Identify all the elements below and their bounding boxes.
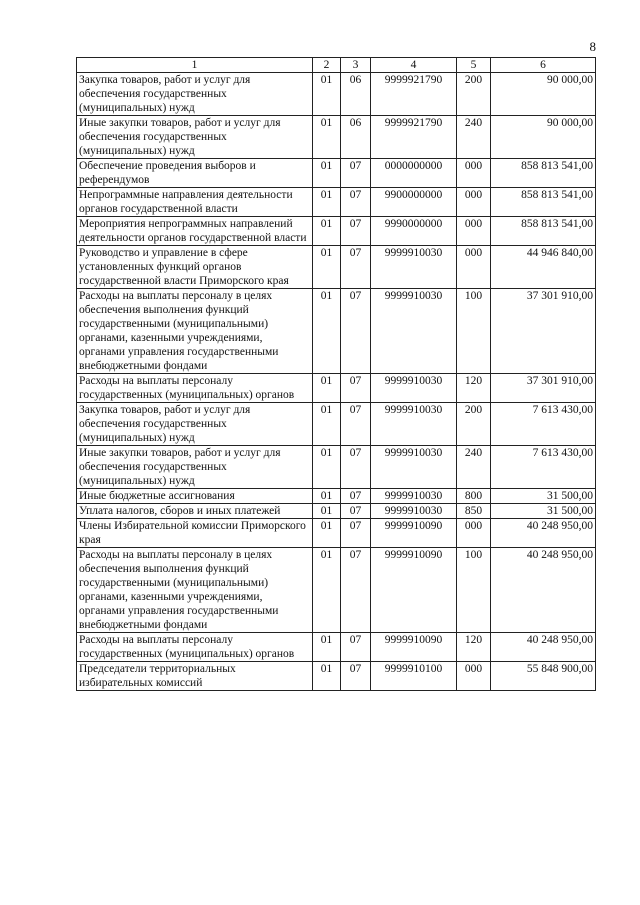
row-expense-type-cell: 120 [457, 374, 491, 403]
row-expense-type-cell: 200 [457, 73, 491, 116]
table-row [77, 374, 596, 403]
row-expense-type-cell: 100 [457, 289, 491, 374]
row-amount-cell: 31 500,00 [491, 489, 596, 504]
row-expense-type-cell: 000 [457, 159, 491, 188]
row-section-cell: 01 [313, 446, 341, 489]
row-name-cell: Закупка товаров, работ и услуг для обеспечения государственных (муниципальных) нужд [77, 73, 313, 116]
row-subsection-cell: 07 [341, 633, 371, 662]
row-target-article-cell: 9990000000 [371, 217, 457, 246]
row-name-cell: Уплата налогов, сборов и иных платежей [77, 504, 313, 519]
row-subsection-cell: 07 [341, 662, 371, 691]
row-target-article-cell: 9999910030 [371, 374, 457, 403]
row-subsection-cell: 07 [341, 403, 371, 446]
row-target-article-cell: 9999910030 [371, 289, 457, 374]
row-section-cell: 01 [313, 73, 341, 116]
row-subsection-cell: 07 [341, 289, 371, 374]
row-amount-cell: 7 613 430,00 [491, 446, 596, 489]
row-target-article-cell: 9999921790 [371, 73, 457, 116]
row-target-article-cell: 9999910090 [371, 548, 457, 633]
row-name-cell: Иные закупки товаров, работ и услуг для обеспечения государственных (муниципальных) нужд [77, 446, 313, 489]
row-amount-cell: 858 813 541,00 [491, 217, 596, 246]
row-expense-type-cell: 000 [457, 217, 491, 246]
row-target-article-cell: 9999910090 [371, 519, 457, 548]
row-expense-type-cell: 200 [457, 403, 491, 446]
row-name-cell: Расходы на выплаты персоналу государственных (муниципальных) органов [77, 374, 313, 403]
row-target-article-cell: 9999910030 [371, 446, 457, 489]
row-section-cell: 01 [313, 548, 341, 633]
row-section-cell: 01 [313, 633, 341, 662]
row-subsection-cell: 07 [341, 159, 371, 188]
table-row [77, 116, 596, 159]
row-expense-type-cell: 850 [457, 504, 491, 519]
row-target-article-cell: 9999910030 [371, 403, 457, 446]
row-target-article-cell: 9999910030 [371, 246, 457, 289]
row-section-cell: 01 [313, 116, 341, 159]
row-amount-cell: 44 946 840,00 [491, 246, 596, 289]
row-subsection-cell: 07 [341, 188, 371, 217]
column-header: 2 [313, 58, 341, 73]
row-amount-cell: 858 813 541,00 [491, 188, 596, 217]
row-name-cell: Иные закупки товаров, работ и услуг для обеспечения государственных (муниципальных) нужд [77, 116, 313, 159]
row-amount-cell: 40 248 950,00 [491, 548, 596, 633]
row-target-article-cell: 9999910030 [371, 504, 457, 519]
row-name-cell: Непрограммные направления деятельности органов государственной власти [77, 188, 313, 217]
row-target-article-cell: 9900000000 [371, 188, 457, 217]
row-target-article-cell: 9999910030 [371, 489, 457, 504]
row-name-cell: Расходы на выплаты персоналу государственных (муниципальных) органов [77, 633, 313, 662]
row-section-cell: 01 [313, 289, 341, 374]
table-row [77, 159, 596, 188]
row-section-cell: 01 [313, 246, 341, 289]
row-expense-type-cell: 800 [457, 489, 491, 504]
row-name-cell: Председатели территориальных избирательных комиссий [77, 662, 313, 691]
row-section-cell: 01 [313, 519, 341, 548]
row-subsection-cell: 07 [341, 504, 371, 519]
row-name-cell: Расходы на выплаты персоналу в целях обеспечения выполнения функций государственными (муниципальными) органами, казенными учреждениями, органами управления государственными внебюджетными фондами [77, 548, 313, 633]
row-amount-cell: 37 301 910,00 [491, 374, 596, 403]
row-amount-cell: 55 848 900,00 [491, 662, 596, 691]
row-section-cell: 01 [313, 159, 341, 188]
row-amount-cell: 858 813 541,00 [491, 159, 596, 188]
budget-table [76, 57, 596, 691]
row-amount-cell: 40 248 950,00 [491, 633, 596, 662]
row-section-cell: 01 [313, 489, 341, 504]
row-subsection-cell: 07 [341, 246, 371, 289]
table-row [77, 289, 596, 374]
row-subsection-cell: 07 [341, 374, 371, 403]
row-name-cell: Члены Избирательной комиссии Приморского края [77, 519, 313, 548]
row-section-cell: 01 [313, 662, 341, 691]
row-subsection-cell: 07 [341, 548, 371, 633]
row-section-cell: 01 [313, 217, 341, 246]
table-row [77, 217, 596, 246]
column-header: 1 [77, 58, 313, 73]
row-expense-type-cell: 000 [457, 519, 491, 548]
table-row [77, 489, 596, 504]
column-header: 5 [457, 58, 491, 73]
row-target-article-cell: 9999910100 [371, 662, 457, 691]
row-target-article-cell: 0000000000 [371, 159, 457, 188]
row-subsection-cell: 07 [341, 446, 371, 489]
row-target-article-cell: 9999921790 [371, 116, 457, 159]
row-subsection-cell: 06 [341, 73, 371, 116]
table-body [77, 73, 596, 691]
row-expense-type-cell: 240 [457, 116, 491, 159]
row-section-cell: 01 [313, 504, 341, 519]
row-expense-type-cell: 120 [457, 633, 491, 662]
page-number: 8 [589, 39, 596, 54]
column-header: 6 [491, 58, 596, 73]
column-header: 3 [341, 58, 371, 73]
table-row [77, 403, 596, 446]
row-expense-type-cell: 000 [457, 662, 491, 691]
row-name-cell: Обеспечение проведения выборов и референдумов [77, 159, 313, 188]
table-row [77, 188, 596, 217]
row-section-cell: 01 [313, 188, 341, 217]
table-row [77, 504, 596, 519]
row-amount-cell: 90 000,00 [491, 116, 596, 159]
row-name-cell: Мероприятия непрограммных направлений деятельности органов государственной власти [77, 217, 313, 246]
row-target-article-cell: 9999910090 [371, 633, 457, 662]
row-name-cell: Руководство и управление в сфере установленных функций органов государственной власти Приморского края [77, 246, 313, 289]
row-amount-cell: 90 000,00 [491, 73, 596, 116]
row-amount-cell: 7 613 430,00 [491, 403, 596, 446]
table-row [77, 73, 596, 116]
row-amount-cell: 37 301 910,00 [491, 289, 596, 374]
row-section-cell: 01 [313, 403, 341, 446]
row-name-cell: Расходы на выплаты персоналу в целях обеспечения выполнения функций государственными (муниципальными) органами, казенными учреждениями, органами управления государственными внебюджетными фондами [77, 289, 313, 374]
row-expense-type-cell: 100 [457, 548, 491, 633]
row-amount-cell: 40 248 950,00 [491, 519, 596, 548]
row-expense-type-cell: 000 [457, 188, 491, 217]
table-row [77, 633, 596, 662]
row-name-cell: Закупка товаров, работ и услуг для обеспечения государственных (муниципальных) нужд [77, 403, 313, 446]
row-name-cell: Иные бюджетные ассигнования [77, 489, 313, 504]
column-header: 4 [371, 58, 457, 73]
row-expense-type-cell: 000 [457, 246, 491, 289]
row-section-cell: 01 [313, 374, 341, 403]
row-subsection-cell: 07 [341, 489, 371, 504]
row-expense-type-cell: 240 [457, 446, 491, 489]
row-subsection-cell: 06 [341, 116, 371, 159]
row-subsection-cell: 07 [341, 519, 371, 548]
table-row [77, 246, 596, 289]
table-row [77, 548, 596, 633]
row-amount-cell: 31 500,00 [491, 504, 596, 519]
header-row [77, 58, 596, 73]
table-row [77, 662, 596, 691]
table-row [77, 519, 596, 548]
table-row [77, 446, 596, 489]
row-subsection-cell: 07 [341, 217, 371, 246]
